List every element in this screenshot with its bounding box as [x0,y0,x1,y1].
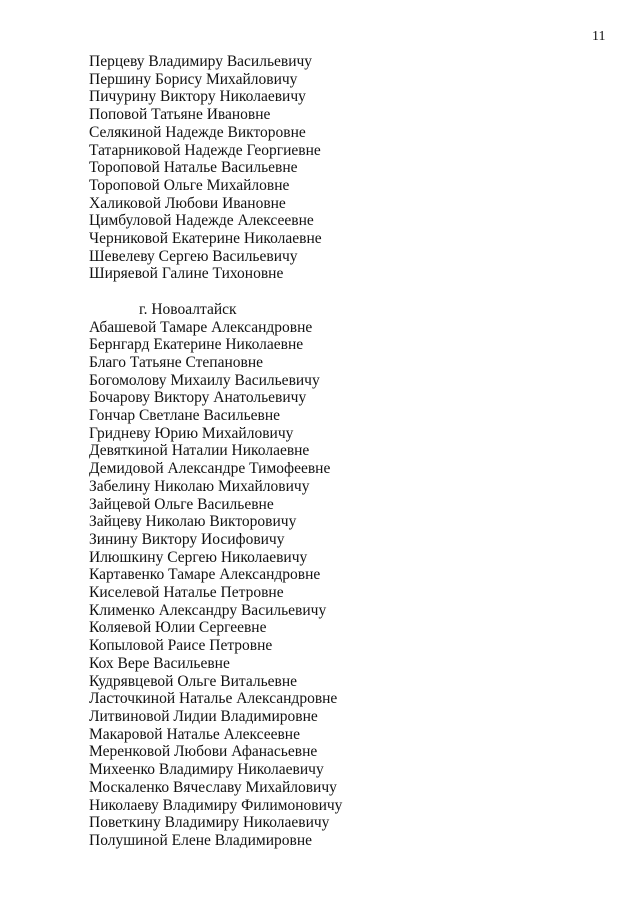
list-item: Картавенко Тамаре Александровне [89,566,321,584]
list-item: Коляевой Юлии Сергеевне [89,619,267,637]
city-heading: г. Новоалтайск [139,300,237,318]
list-item: Михеенко Владимиру Николаевичу [89,761,324,779]
list-item: Поветкину Владимиру Николаевичу [89,814,330,832]
list-item: Киселевой Наталье Петровне [89,584,284,602]
list-item: Шевелеву Сергею Васильевичу [89,247,298,265]
list-item: Перцеву Владимиру Васильевичу [89,53,313,70]
list-item: Черниковой Екатерине Николаевне [89,230,322,248]
list-item: Селякиной Надежде Викторовне [89,123,306,141]
list-item: Кох Вере Васильевне [89,654,230,672]
name-list [89,53,609,850]
list-item: Тороповой Наталье Васильевне [89,159,298,177]
list-item: Гончар Светлане Васильевне [89,407,281,425]
list-item: Демидовой Александре Тимофеевне [89,460,331,478]
section-spacer [89,283,609,301]
list-item: Москаленко Вячеславу Михайловичу [89,778,337,796]
list-item: Ширяевой Галине Тихоновне [89,265,284,283]
list-item: Богомолову Михаилу Васильевичу [89,371,320,389]
list-item: Цимбуловой Надежде Алексеевне [89,212,314,230]
list-item: Татарниковой Надежде Георгиевне [89,141,321,159]
list-item: Халиковой Любови Ивановне [89,194,286,212]
list-item: Зайцеву Николаю Викторовичу [89,513,297,531]
list-item: Полушиной Елене Владимировне [89,831,313,849]
list-item: Абашевой Тамаре Александровне [89,318,313,336]
list-item: Николаеву Владимиру Филимоновичу [89,796,343,814]
list-item: Пичурину Виктору Николаевичу [89,88,306,106]
list-item: Гридневу Юрию Михайловичу [89,424,294,442]
list-item: Благо Татьяне Степановне [89,353,263,371]
list-item: Бочарову Виктору Анатольевичу [89,389,307,407]
list-item: Першину Борису Михайловичу [89,70,298,88]
list-item: Бернгард Екатерине Николаевне [89,336,304,354]
list-item: Зинину Виктору Иосифовичу [89,530,285,548]
list-item: Забелину Николаю Михайловичу [89,477,310,495]
list-item: Макаровой Наталье Алексеевне [89,725,300,743]
list-item: Клименко Александру Васильевичу [89,601,327,619]
page-number: 11 [592,29,606,44]
list-item: Зайцевой Ольге Васильевне [89,495,274,513]
list-item: Поповой Татьяне Ивановне [89,106,271,124]
list-item: Кудрявцевой Ольге Витальевне [89,672,298,690]
list-item: Илюшкину Сергею Николаевичу [89,548,308,566]
list-item: Меренковой Любови Афанасьевне [89,743,318,761]
list-item: Тороповой Ольге Михайловне [89,176,290,194]
list-item: Копыловой Раисе Петровне [89,637,273,655]
list-item: Ласточкиной Наталье Александровне [89,690,338,708]
list-item: Литвиновой Лидии Владимировне [89,708,318,725]
list-item: Девяткиной Наталии Николаевне [89,442,310,460]
